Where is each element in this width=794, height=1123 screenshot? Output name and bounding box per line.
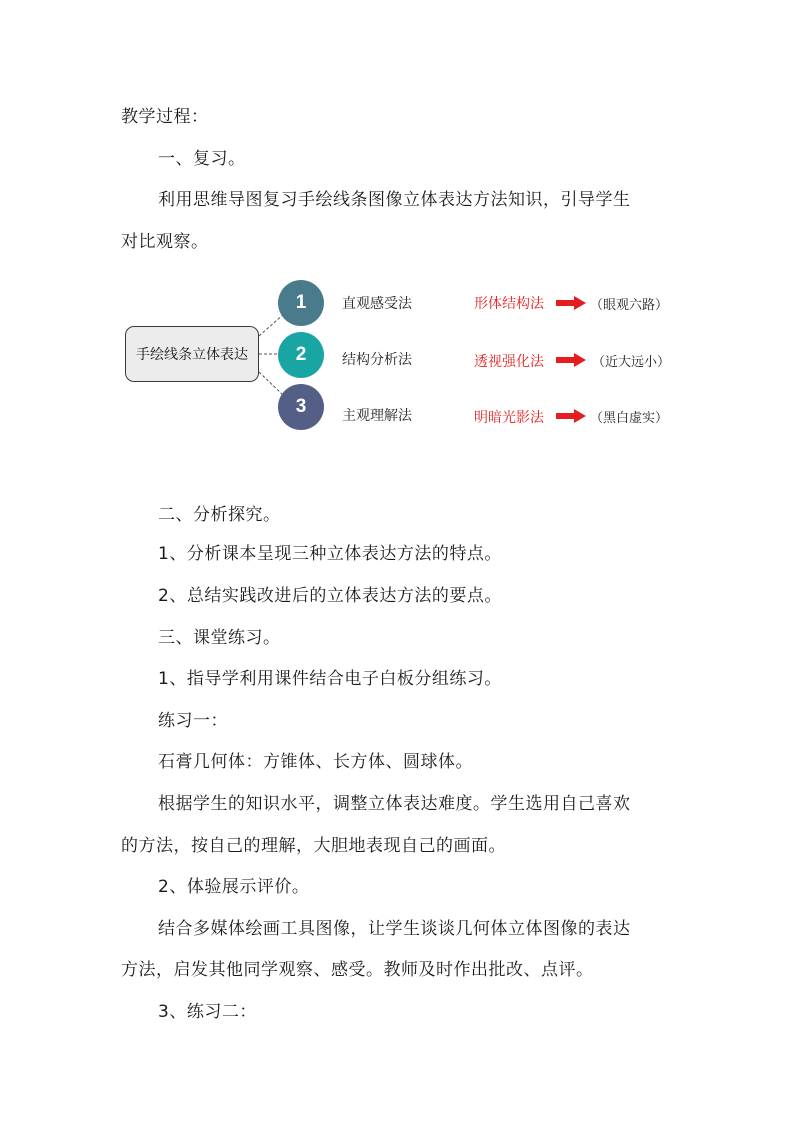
section-2-title: 二、分析探究。	[158, 505, 281, 525]
section-heading: 教学过程：	[121, 107, 209, 127]
branch-3-method: 明暗光影法	[474, 410, 544, 426]
exercise-1-paragraph: 根据学生的知识水平，调整立体表达难度。学生选用自己喜欢	[158, 794, 631, 814]
mind-map-root: 手绘线条立体表达	[125, 326, 259, 382]
branch-2-note: （近大远小）	[592, 355, 671, 370]
section-3-item-3: 3、练习二：	[158, 1002, 257, 1022]
exercise-1-paragraph-continued: 的方法，按自己的理解，大胆地表现自己的画面。	[121, 836, 506, 856]
evaluation-paragraph: 结合多媒体绘画工具图像，让学生谈谈几何体立体图像的表达	[158, 919, 631, 939]
branch-2-method: 透视强化法	[474, 354, 544, 370]
branch-2-label: 结构分析法	[342, 352, 412, 368]
section-3-item-1: 1、指导学利用课件结合电子白板分组练习。	[158, 669, 502, 689]
exercise-1-title: 练习一：	[158, 711, 228, 731]
section-1-title: 一、复习。	[158, 149, 246, 169]
branch-3-label: 主观理解法	[342, 408, 412, 424]
section-2-item-2: 2、总结实践改进后的立体表达方法的要点。	[158, 586, 502, 606]
branch-1-method: 形体结构法	[474, 296, 544, 312]
section-1-paragraph-continued: 对比观察。	[121, 232, 209, 252]
section-3-title: 三、课堂练习。	[158, 628, 281, 648]
section-1-paragraph: 利用思维导图复习手绘线条图像立体表达方法知识，引导学生	[158, 190, 631, 210]
branch-2-number: 2	[278, 332, 324, 378]
branch-3-number: 3	[278, 384, 324, 430]
section-3-item-2: 2、体验展示评价。	[158, 877, 310, 897]
branch-1-number: 1	[278, 280, 324, 326]
evaluation-paragraph-continued: 方法，启发其他同学观察、感受。教师及时作出批改、点评。	[121, 960, 594, 980]
arrow-right-icon	[556, 296, 586, 310]
branch-1-label: 直观感受法	[342, 296, 412, 312]
branch-1-note: （眼观六路）	[590, 298, 669, 313]
arrow-right-icon	[556, 353, 586, 367]
exercise-1-description: 石膏几何体：方锥体、长方体、圆球体。	[158, 752, 473, 772]
arrow-right-icon	[556, 409, 586, 423]
section-2-item-1: 1、分析课本呈现三种立体表达方法的特点。	[158, 544, 502, 564]
branch-3-note: （黑白虚实）	[590, 411, 669, 426]
